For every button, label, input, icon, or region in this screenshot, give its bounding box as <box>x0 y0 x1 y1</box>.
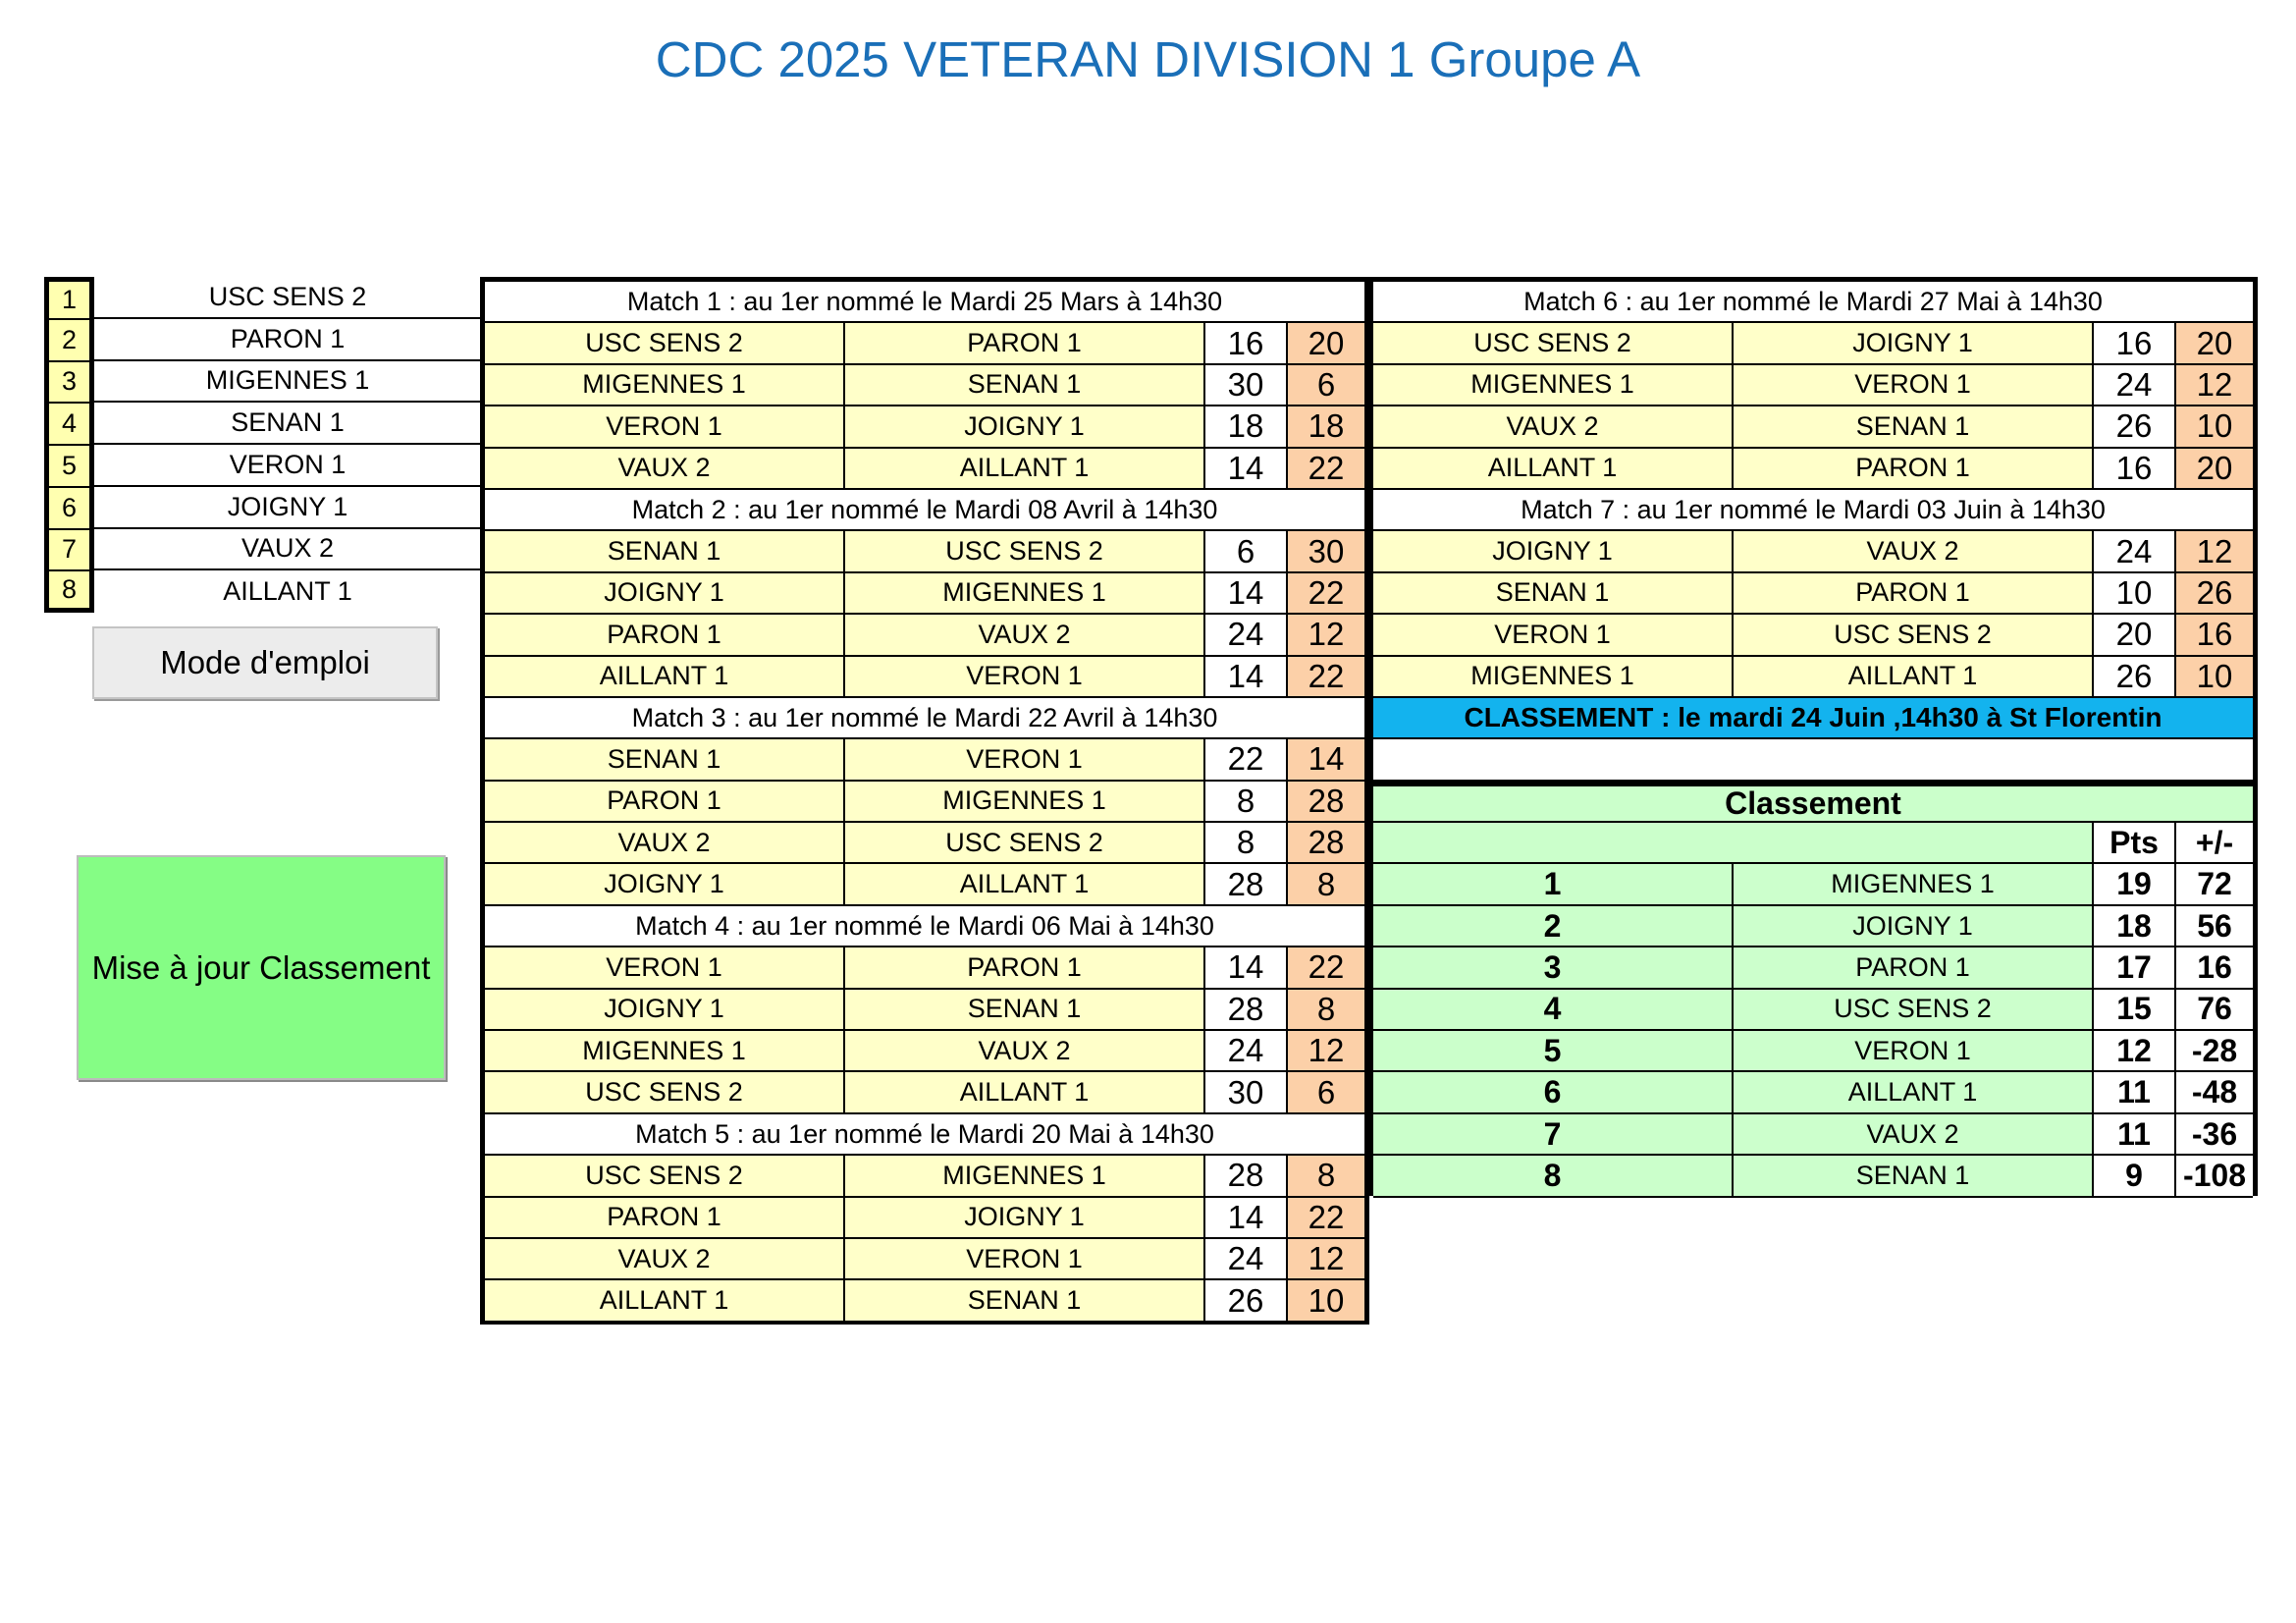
game-row <box>1373 615 2253 656</box>
away-team[interactable]: JOIGNY 1 <box>845 1198 1205 1239</box>
away-score[interactable]: 10 <box>2176 406 2253 448</box>
home-team[interactable]: MIGENNES 1 <box>485 1031 845 1072</box>
home-score[interactable]: 6 <box>1205 531 1288 572</box>
away-score[interactable]: 8 <box>1288 990 1364 1031</box>
away-team[interactable]: MIGENNES 1 <box>845 782 1205 823</box>
team-index: 4 <box>44 403 94 445</box>
game-row <box>485 406 1364 448</box>
spacer-row <box>1373 739 2253 781</box>
away-team[interactable]: VAUX 2 <box>1734 531 2094 572</box>
rank-diff[interactable]: 56 <box>2176 906 2253 947</box>
update-ranking-button[interactable]: Mise à jour Classement <box>77 855 446 1080</box>
away-score[interactable]: 28 <box>1288 823 1364 864</box>
home-score[interactable]: 8 <box>1205 823 1288 864</box>
team-index: 8 <box>44 570 94 613</box>
home-score[interactable]: 26 <box>1205 1280 1288 1322</box>
game-row <box>485 449 1364 490</box>
home-team[interactable]: VERON 1 <box>1373 615 1734 656</box>
ranking-row <box>1373 990 2253 1031</box>
team-name[interactable]: JOIGNY 1 <box>94 487 481 529</box>
home-team[interactable]: SENAN 1 <box>1373 573 1734 615</box>
match-header-text[interactable]: Match 7 : au 1er nommé le Mardi 03 Juin à 14h30 <box>1373 490 2253 531</box>
away-score[interactable]: 20 <box>2176 449 2253 490</box>
rank-team[interactable]: AILLANT 1 <box>1734 1072 2094 1113</box>
away-team[interactable]: USC SENS 2 <box>845 531 1205 572</box>
away-team[interactable]: AILLANT 1 <box>845 864 1205 905</box>
game-row <box>485 823 1364 864</box>
rank-team[interactable]: SENAN 1 <box>1734 1156 2094 1197</box>
home-team[interactable]: VAUX 2 <box>485 1239 845 1280</box>
away-score[interactable]: 22 <box>1288 657 1364 698</box>
away-team[interactable]: MIGENNES 1 <box>845 1156 1205 1197</box>
away-team[interactable]: MIGENNES 1 <box>845 573 1205 615</box>
rank-team[interactable]: USC SENS 2 <box>1734 990 2094 1031</box>
team-name[interactable]: PARON 1 <box>94 319 481 361</box>
rank-position: 3 <box>1373 947 1734 989</box>
game-row <box>485 1156 1364 1197</box>
rank-points[interactable]: 17 <box>2094 947 2176 989</box>
home-score[interactable]: 28 <box>1205 990 1288 1031</box>
game-row <box>485 323 1364 364</box>
home-team[interactable]: VAUX 2 <box>485 823 845 864</box>
away-score[interactable]: 6 <box>1288 365 1364 406</box>
ranking-row <box>1373 1114 2253 1156</box>
home-score[interactable]: 14 <box>1205 947 1288 989</box>
team-list <box>44 277 481 613</box>
rank-team[interactable]: JOIGNY 1 <box>1734 906 2094 947</box>
away-team[interactable]: AILLANT 1 <box>845 1072 1205 1113</box>
rank-position: 5 <box>1373 1031 1734 1072</box>
ranking-row <box>1373 864 2253 905</box>
rank-points[interactable]: 19 <box>2094 864 2176 905</box>
rank-points[interactable]: 9 <box>2094 1156 2176 1197</box>
home-team[interactable]: USC SENS 2 <box>485 1156 845 1197</box>
classement-banner-text[interactable]: CLASSEMENT : le mardi 24 Juin ,14h30 à St Florentin <box>1373 698 2253 739</box>
away-score[interactable]: 10 <box>1288 1280 1364 1322</box>
away-score[interactable]: 22 <box>1288 449 1364 490</box>
home-score[interactable]: 24 <box>1205 1239 1288 1280</box>
home-score[interactable]: 10 <box>2094 573 2176 615</box>
away-team[interactable]: SENAN 1 <box>845 990 1205 1031</box>
home-score[interactable]: 22 <box>1205 739 1288 781</box>
game-row <box>485 615 1364 656</box>
home-team[interactable]: VERON 1 <box>485 947 845 989</box>
away-team[interactable]: JOIGNY 1 <box>1734 323 2094 364</box>
home-team[interactable]: USC SENS 2 <box>1373 323 1734 364</box>
home-score[interactable]: 18 <box>1205 406 1288 448</box>
home-score[interactable]: 14 <box>1205 1198 1288 1239</box>
team-index: 3 <box>44 361 94 404</box>
rank-position: 8 <box>1373 1156 1734 1197</box>
rank-points[interactable]: 11 <box>2094 1114 2176 1156</box>
away-score[interactable]: 22 <box>1288 947 1364 989</box>
away-team[interactable]: PARON 1 <box>845 323 1205 364</box>
away-score[interactable]: 22 <box>1288 1198 1364 1239</box>
match-header-text[interactable]: Match 6 : au 1er nommé le Mardi 27 Mai à 14h30 <box>1373 282 2253 323</box>
match-header-5 <box>485 1114 1364 1156</box>
home-score[interactable]: 14 <box>1205 449 1288 490</box>
game-row <box>485 782 1364 823</box>
page-title: CDC 2025 VETERAN DIVISION 1 Groupe A <box>655 31 1641 87</box>
match-header-text[interactable]: Match 5 : au 1er nommé le Mardi 20 Mai à 14h30 <box>485 1114 1364 1156</box>
home-score[interactable]: 14 <box>1205 657 1288 698</box>
home-team[interactable]: AILLANT 1 <box>485 1280 845 1322</box>
away-team[interactable]: VERON 1 <box>845 739 1205 781</box>
team-index: 2 <box>44 319 94 361</box>
home-team[interactable]: AILLANT 1 <box>485 657 845 698</box>
away-team[interactable]: SENAN 1 <box>845 1280 1205 1322</box>
game-row <box>485 864 1364 905</box>
team-index: 6 <box>44 487 94 529</box>
home-team[interactable]: MIGENNES 1 <box>1373 365 1734 406</box>
team-index: 7 <box>44 529 94 571</box>
away-team[interactable]: SENAN 1 <box>845 365 1205 406</box>
home-score[interactable]: 14 <box>1205 573 1288 615</box>
home-team[interactable]: MIGENNES 1 <box>1373 657 1734 698</box>
ranking-header-blank <box>1373 823 2094 864</box>
away-team[interactable]: PARON 1 <box>1734 449 2094 490</box>
home-score[interactable]: 16 <box>2094 323 2176 364</box>
game-row <box>485 1031 1364 1072</box>
ranking-row <box>1373 906 2253 947</box>
away-team[interactable]: VERON 1 <box>845 1239 1205 1280</box>
game-row <box>485 947 1364 989</box>
away-score[interactable]: 20 <box>2176 323 2253 364</box>
home-score[interactable]: 30 <box>1205 1072 1288 1113</box>
away-team[interactable]: VAUX 2 <box>845 1031 1205 1072</box>
away-score[interactable]: 12 <box>2176 531 2253 572</box>
away-team[interactable]: JOIGNY 1 <box>845 406 1205 448</box>
rank-team[interactable]: PARON 1 <box>1734 947 2094 989</box>
away-team[interactable]: PARON 1 <box>1734 573 2094 615</box>
team-name[interactable]: AILLANT 1 <box>94 570 481 613</box>
away-team[interactable]: AILLANT 1 <box>1734 657 2094 698</box>
away-team[interactable]: AILLANT 1 <box>845 449 1205 490</box>
home-team[interactable]: VERON 1 <box>485 406 845 448</box>
home-score[interactable]: 24 <box>2094 365 2176 406</box>
home-team[interactable]: PARON 1 <box>485 615 845 656</box>
away-team[interactable]: PARON 1 <box>845 947 1205 989</box>
rank-position: 2 <box>1373 906 1734 947</box>
rank-points[interactable]: 15 <box>2094 990 2176 1031</box>
away-team[interactable]: VAUX 2 <box>845 615 1205 656</box>
away-team[interactable]: SENAN 1 <box>1734 406 2094 448</box>
rank-points[interactable]: 11 <box>2094 1072 2176 1113</box>
rank-position: 7 <box>1373 1114 1734 1156</box>
away-score[interactable]: 12 <box>1288 1239 1364 1280</box>
home-score[interactable]: 28 <box>1205 1156 1288 1197</box>
rank-diff[interactable]: 76 <box>2176 990 2253 1031</box>
ranking-title-row <box>1373 782 2253 823</box>
match-header-4 <box>485 906 1364 947</box>
away-score[interactable]: 12 <box>2176 365 2253 406</box>
team-index: 1 <box>44 277 94 319</box>
rank-diff[interactable]: -36 <box>2176 1114 2253 1156</box>
home-score[interactable]: 24 <box>1205 1031 1288 1072</box>
team-name[interactable]: USC SENS 2 <box>94 277 481 319</box>
team-name[interactable]: MIGENNES 1 <box>94 361 481 404</box>
home-team[interactable]: SENAN 1 <box>485 531 845 572</box>
away-team[interactable]: VERON 1 <box>1734 365 2094 406</box>
match-header-text[interactable]: Match 2 : au 1er nommé le Mardi 08 Avril à 14h30 <box>485 490 1364 531</box>
home-team[interactable]: MIGENNES 1 <box>485 365 845 406</box>
away-team[interactable]: USC SENS 2 <box>845 823 1205 864</box>
ranking-title: Classement <box>1373 786 2253 823</box>
match-header-7 <box>1373 490 2253 531</box>
rank-diff[interactable]: 72 <box>2176 864 2253 905</box>
away-score[interactable]: 18 <box>1288 406 1364 448</box>
rank-diff[interactable]: -48 <box>2176 1072 2253 1113</box>
rank-diff[interactable]: -28 <box>2176 1031 2253 1072</box>
team-name[interactable]: SENAN 1 <box>94 403 481 445</box>
home-team[interactable]: JOIGNY 1 <box>485 573 845 615</box>
game-row <box>485 657 1364 698</box>
game-row <box>1373 365 2253 406</box>
away-score[interactable]: 8 <box>1288 1156 1364 1197</box>
team-name[interactable]: VERON 1 <box>94 445 481 487</box>
home-team[interactable]: VAUX 2 <box>1373 406 1734 448</box>
ranking-row <box>1373 1031 2253 1072</box>
home-score[interactable]: 26 <box>2094 406 2176 448</box>
away-score[interactable]: 12 <box>1288 615 1364 656</box>
ranking-row <box>1373 1156 2253 1197</box>
game-row <box>485 1072 1364 1113</box>
home-team[interactable]: PARON 1 <box>485 782 845 823</box>
game-row <box>1373 406 2253 448</box>
rank-team[interactable]: MIGENNES 1 <box>1734 864 2094 905</box>
away-score[interactable]: 30 <box>1288 531 1364 572</box>
home-team[interactable]: AILLANT 1 <box>1373 449 1734 490</box>
away-score[interactable]: 6 <box>1288 1072 1364 1113</box>
game-row <box>485 573 1364 615</box>
home-score[interactable]: 30 <box>1205 365 1288 406</box>
home-score[interactable]: 24 <box>1205 615 1288 656</box>
ranking-header-row <box>1373 823 2253 864</box>
home-score[interactable]: 8 <box>1205 782 1288 823</box>
home-score[interactable]: 16 <box>1205 323 1288 364</box>
game-row <box>1373 657 2253 698</box>
pts-header: Pts <box>2094 823 2176 864</box>
schedule-left <box>480 277 1369 1325</box>
game-row <box>485 1198 1364 1239</box>
game-row <box>485 365 1364 406</box>
away-score[interactable]: 8 <box>1288 864 1364 905</box>
home-team[interactable]: JOIGNY 1 <box>485 864 845 905</box>
match-header-2 <box>485 490 1364 531</box>
match-header-text[interactable]: Match 1 : au 1er nommé le Mardi 25 Mars à 14h30 <box>485 282 1364 323</box>
match-header-1 <box>485 282 1364 323</box>
away-score[interactable]: 12 <box>1288 1031 1364 1072</box>
home-score[interactable]: 20 <box>2094 615 2176 656</box>
home-team[interactable]: JOIGNY 1 <box>1373 531 1734 572</box>
team-name[interactable]: VAUX 2 <box>94 529 481 571</box>
match-header-6 <box>1373 282 2253 323</box>
away-score[interactable]: 10 <box>2176 657 2253 698</box>
away-score[interactable]: 20 <box>1288 323 1364 364</box>
away-score[interactable]: 26 <box>2176 573 2253 615</box>
home-team[interactable]: USC SENS 2 <box>485 323 845 364</box>
game-row <box>485 1280 1364 1322</box>
ranking-row <box>1373 947 2253 989</box>
home-team[interactable]: VAUX 2 <box>485 449 845 490</box>
rank-team[interactable]: VERON 1 <box>1734 1031 2094 1072</box>
match-header-text[interactable]: Match 4 : au 1er nommé le Mardi 06 Mai à 14h30 <box>485 906 1364 947</box>
game-row <box>485 739 1364 781</box>
home-team[interactable]: SENAN 1 <box>485 739 845 781</box>
match-header-3 <box>485 698 1364 739</box>
home-team[interactable]: PARON 1 <box>485 1198 845 1239</box>
home-score[interactable]: 24 <box>2094 531 2176 572</box>
home-team[interactable]: USC SENS 2 <box>485 1072 845 1113</box>
away-score[interactable]: 28 <box>1288 782 1364 823</box>
home-team[interactable]: JOIGNY 1 <box>485 990 845 1031</box>
game-row <box>1373 449 2253 490</box>
game-row <box>1373 323 2253 364</box>
rank-position: 6 <box>1373 1072 1734 1113</box>
match-header-text[interactable]: Match 3 : au 1er nommé le Mardi 22 Avril à 14h30 <box>485 698 1364 739</box>
rank-points[interactable]: 18 <box>2094 906 2176 947</box>
away-score[interactable]: 14 <box>1288 739 1364 781</box>
rank-position: 1 <box>1373 864 1734 905</box>
game-row <box>1373 573 2253 615</box>
rank-diff[interactable]: 16 <box>2176 947 2253 989</box>
ranking-row <box>1373 1072 2253 1113</box>
diff-header: +/- <box>2176 823 2253 864</box>
classement-banner <box>1373 698 2253 739</box>
home-score[interactable]: 28 <box>1205 864 1288 905</box>
game-row <box>485 1239 1364 1280</box>
away-team[interactable]: VERON 1 <box>845 657 1205 698</box>
game-row <box>1373 531 2253 572</box>
rank-points[interactable]: 12 <box>2094 1031 2176 1072</box>
game-row <box>485 990 1364 1031</box>
schedule-right <box>1368 277 2258 1196</box>
away-score[interactable]: 22 <box>1288 573 1364 615</box>
rank-team[interactable]: VAUX 2 <box>1734 1114 2094 1156</box>
away-score[interactable]: 16 <box>2176 615 2253 656</box>
team-index: 5 <box>44 445 94 487</box>
mode-emploi-button[interactable]: Mode d'emploi <box>92 626 438 699</box>
home-score[interactable]: 26 <box>2094 657 2176 698</box>
rank-diff[interactable]: -108 <box>2176 1156 2253 1197</box>
game-row <box>485 531 1364 572</box>
away-team[interactable]: USC SENS 2 <box>1734 615 2094 656</box>
rank-position: 4 <box>1373 990 1734 1031</box>
home-score[interactable]: 16 <box>2094 449 2176 490</box>
